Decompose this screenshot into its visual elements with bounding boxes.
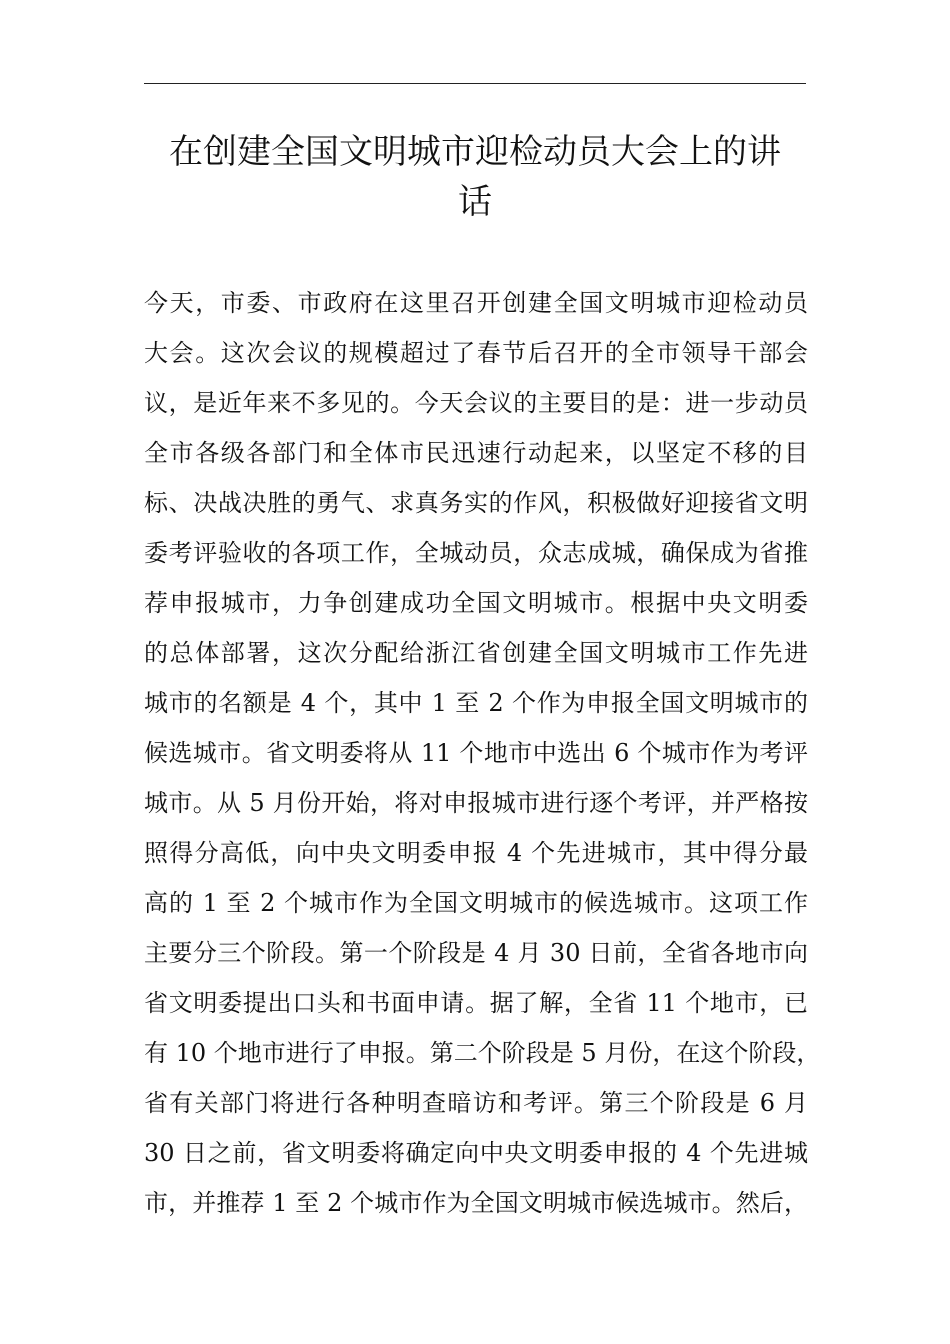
body-line: 照得分高低，向中央文明委申报 4 个先进城市，其中得分最 bbox=[144, 839, 808, 867]
body-line: 今天，市委、市政府在这里召开创建全国文明城市迎检动员 bbox=[144, 289, 808, 317]
header-rule bbox=[144, 83, 806, 84]
body-line: 候选城市。省文明委将从 11 个地市中选出 6 个城市作为考评 bbox=[144, 739, 808, 767]
body-line: 议，是近年来不多见的。今天会议的主要目的是：进一步动员 bbox=[144, 389, 808, 417]
title-line: 在创建全国文明城市迎检动员大会上的讲 bbox=[169, 132, 781, 172]
body-line: 荐申报城市，力争创建成功全国文明城市。根据中央文明委 bbox=[144, 589, 808, 617]
title-line: 话 bbox=[458, 182, 492, 222]
body-line: 全市各级各部门和全体市民迅速行动起来，以坚定不移的目 bbox=[144, 439, 808, 467]
body-line: 省文明委提出口头和书面申请。据了解，全省 11 个地市，已 bbox=[144, 989, 808, 1017]
body-line: 市，并推荐 1 至 2 个城市作为全国文明城市候选城市。然后， bbox=[144, 1189, 808, 1217]
body-line: 标、决战决胜的勇气、求真务实的作风，积极做好迎接省文明 bbox=[144, 489, 808, 517]
body-line: 30 日之前，省文明委将确定向中央文明委申报的 4 个先进城 bbox=[144, 1139, 808, 1167]
body-line: 城市的名额是 4 个，其中 1 至 2 个作为申报全国文明城市的 bbox=[144, 689, 808, 717]
body-line: 委考评验收的各项工作，全城动员，众志成城，确保成为省推 bbox=[144, 539, 808, 567]
body-line: 的总体部署，这次分配给浙江省创建全国文明城市工作先进 bbox=[144, 639, 808, 667]
body-line: 主要分三个阶段。第一个阶段是 4 月 30 日前，全省各地市向 bbox=[144, 939, 808, 967]
body-line: 有 10 个地市进行了申报。第二个阶段是 5 月份，在这个阶段， bbox=[144, 1039, 821, 1067]
document-title bbox=[144, 124, 806, 224]
body-line: 城市。从 5 月份开始，将对申报城市进行逐个考评，并严格按 bbox=[144, 789, 808, 817]
body-paragraph bbox=[144, 278, 821, 1228]
body-line: 大会。这次会议的规模超过了春节后召开的全市领导干部会 bbox=[144, 339, 808, 367]
body-line: 高的 1 至 2 个城市作为全国文明城市的候选城市。这项工作 bbox=[144, 889, 808, 917]
body-line: 省有关部门将进行各种明查暗访和考评。第三个阶段是 6 月 bbox=[144, 1089, 808, 1117]
